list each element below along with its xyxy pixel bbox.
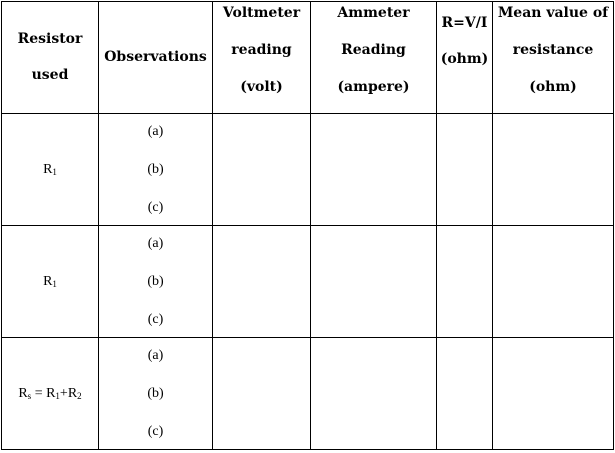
header-r-equals-v-over-i bbox=[437, 2, 493, 114]
resistor-cell bbox=[2, 226, 99, 338]
header-resistor-line-1: Resistor bbox=[17, 31, 83, 47]
resistor-cell bbox=[2, 114, 99, 226]
header-ammeter-line-2: Reading bbox=[341, 42, 406, 58]
observation-b: (b) bbox=[147, 161, 164, 177]
header-voltmeter-line-1: Voltmeter bbox=[222, 5, 301, 21]
observation-c: (c) bbox=[147, 311, 164, 327]
observation-a: (a) bbox=[147, 347, 164, 363]
resistor-label: $R_1$ bbox=[43, 273, 57, 289]
voltmeter-cell bbox=[213, 114, 311, 226]
rvi-cell bbox=[437, 226, 493, 338]
header-mean-line-1: Mean value of bbox=[497, 5, 609, 21]
header-voltmeter-line-2: reading bbox=[231, 42, 292, 58]
observation-b: (b) bbox=[147, 273, 164, 289]
resistor-label: $R_s = R_1+R_2$ bbox=[18, 385, 82, 401]
voltmeter-cell bbox=[213, 226, 311, 338]
observation-b: (b) bbox=[147, 385, 164, 401]
mean-cell bbox=[493, 114, 614, 226]
header-voltmeter bbox=[213, 2, 311, 114]
header-ammeter-line-3: (ampere) bbox=[337, 79, 410, 95]
header-resistor-used bbox=[2, 2, 99, 114]
header-ammeter-line-1: Ammeter bbox=[337, 5, 410, 21]
observation-c: (c) bbox=[147, 199, 164, 215]
ammeter-cell bbox=[311, 226, 437, 338]
rvi-cell bbox=[437, 338, 493, 450]
observations-cell bbox=[99, 114, 213, 226]
resistor-cell bbox=[2, 338, 99, 450]
observation-table bbox=[1, 1, 614, 450]
observation-c: (c) bbox=[147, 423, 164, 439]
mean-cell bbox=[493, 226, 614, 338]
resistor-label: $R_1$ bbox=[43, 161, 57, 177]
header-mean-line-2: resistance bbox=[512, 42, 594, 58]
ammeter-cell bbox=[311, 114, 437, 226]
header-voltmeter-line-3: (volt) bbox=[240, 79, 283, 95]
observations-cell bbox=[99, 338, 213, 450]
header-ammeter bbox=[311, 2, 437, 114]
header-resistor-line-2: used bbox=[31, 67, 69, 83]
table-row bbox=[2, 338, 614, 450]
observation-a: (a) bbox=[147, 235, 164, 251]
header-observations-label: Observations bbox=[104, 49, 207, 65]
ammeter-cell bbox=[311, 338, 437, 450]
header-mean-line-3: (ohm) bbox=[529, 79, 577, 95]
header-rvi-line-1: R=V/I bbox=[441, 15, 488, 31]
header-rvi-line-2: (ohm) bbox=[440, 51, 489, 67]
voltmeter-cell bbox=[213, 338, 311, 450]
table-row bbox=[2, 114, 614, 226]
rvi-cell bbox=[437, 114, 493, 226]
table-row bbox=[2, 226, 614, 338]
observation-a: (a) bbox=[147, 123, 164, 139]
header-mean-resistance bbox=[493, 2, 614, 114]
header-observations bbox=[99, 2, 213, 114]
header-row bbox=[2, 2, 614, 114]
observations-cell bbox=[99, 226, 213, 338]
mean-cell bbox=[493, 338, 614, 450]
